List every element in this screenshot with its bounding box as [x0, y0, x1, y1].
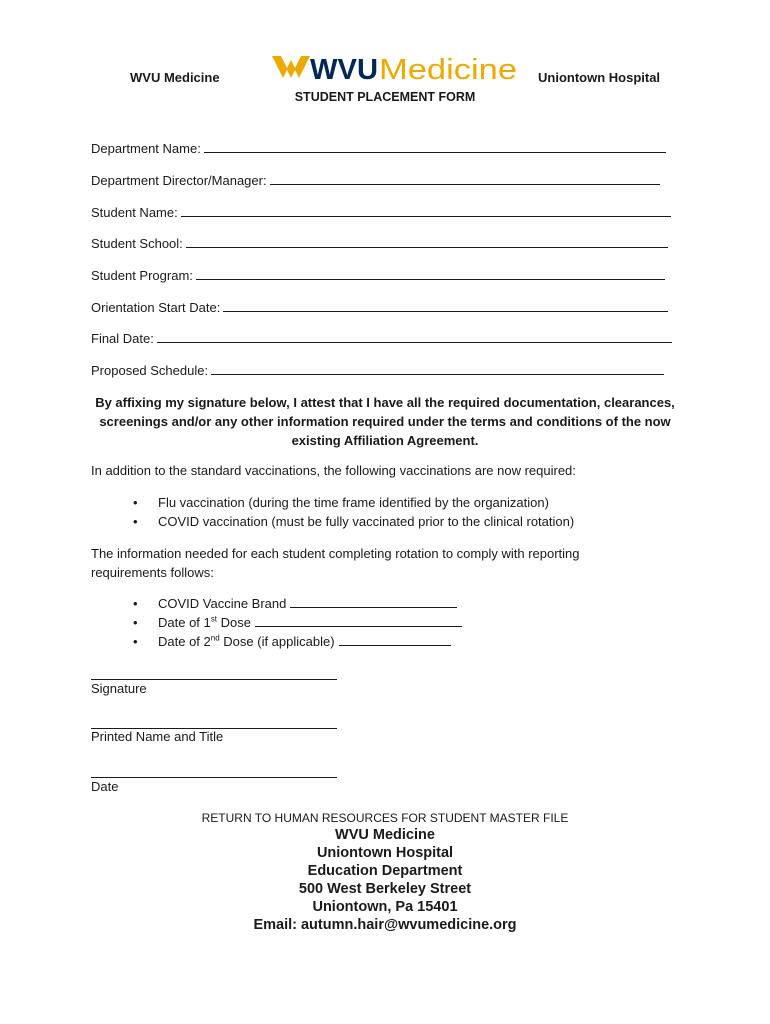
field-blank[interactable]: [223, 299, 668, 312]
reporting-list: [133, 594, 462, 651]
footer-email[interactable]: Email: autumn.hair@wvumedicine.org: [253, 917, 517, 933]
return-instruction: RETURN TO HUMAN RESOURCES FOR STUDENT MASTER FILE: [201, 811, 569, 825]
signature-label: Signature: [91, 681, 147, 696]
field-label: Orientation Start Date:: [91, 300, 221, 315]
footer-city: Uniontown, Pa 15401: [312, 899, 458, 915]
field-label: Proposed Schedule:: [91, 363, 209, 378]
header-org-name: WVU Medicine: [130, 70, 220, 85]
header-hospital-name: Uniontown Hospital: [538, 70, 661, 85]
flying-wv-mark: [272, 56, 310, 78]
form-title: STUDENT PLACEMENT FORM: [294, 90, 476, 104]
wvu-medicine-logo: [272, 52, 518, 86]
list-item: • Flu vaccination (during the time frame identified by the organization): [133, 495, 549, 510]
field-student-school: [91, 235, 668, 251]
date-label: Date: [91, 779, 119, 794]
attestation-statement: By affixing my signature below, I attest that I have all the required documentation, clearances, screenings and/or any other information required under the terms and conditions of the now existing Affiliation Agreement.: [95, 395, 675, 448]
printed-name-line[interactable]: [91, 716, 337, 729]
field-blank[interactable]: [204, 140, 666, 153]
reporting-intro: The information needed for each student completing rotation to comply with reporting requirements follows:: [91, 546, 580, 580]
footer-department: Education Department: [307, 863, 463, 879]
list-item: • COVID vaccination (must be fully vaccinated prior to the clinical rotation): [133, 514, 575, 529]
footer-street: 500 West Berkeley Street: [298, 881, 472, 897]
footer-address-block: [0, 826, 770, 934]
second-dose-blank[interactable]: [339, 633, 451, 646]
field-department-director: [91, 172, 660, 188]
date-line[interactable]: [91, 765, 337, 778]
logo-medicine-text: Medicine: [379, 54, 517, 86]
list-item-vaccine-brand: • COVID Vaccine Brand: [133, 594, 462, 613]
vaccinations-intro: In addition to the standard vaccinations, the following vaccinations are now required:: [91, 463, 576, 478]
field-blank[interactable]: [186, 235, 668, 248]
bullet-icon: •: [133, 615, 138, 630]
field-label: Student School:: [91, 236, 183, 251]
field-department-name: [91, 140, 666, 156]
field-blank[interactable]: [196, 267, 665, 280]
field-student-name: [91, 204, 671, 220]
signature-line[interactable]: [91, 667, 337, 680]
field-student-program: [91, 267, 665, 283]
field-label: Student Program:: [91, 268, 193, 283]
printed-name-label: Printed Name and Title: [91, 729, 224, 744]
bullet-icon: •: [133, 596, 138, 611]
field-final-date: [91, 330, 672, 346]
list-item-first-dose: • Date of 1st Dose: [133, 613, 462, 632]
logo-wvu-text: WVU: [310, 54, 378, 86]
field-blank[interactable]: [211, 362, 664, 375]
field-label: Department Name:: [91, 141, 201, 156]
bullet-icon: •: [133, 514, 138, 529]
field-blank[interactable]: [181, 204, 671, 217]
footer-org: WVU Medicine: [335, 827, 435, 843]
field-orientation-start-date: [91, 299, 668, 315]
list-item-second-dose: • Date of 2nd Dose (if applicable): [133, 632, 462, 651]
field-proposed-schedule: [91, 362, 664, 378]
vaccination-list: [133, 493, 574, 531]
field-label: Final Date:: [91, 331, 154, 346]
field-blank[interactable]: [270, 172, 660, 185]
field-label: Department Director/Manager:: [91, 173, 267, 188]
vaccine-brand-blank[interactable]: [290, 595, 457, 608]
bullet-icon: •: [133, 495, 138, 510]
field-blank[interactable]: [157, 330, 672, 343]
bullet-icon: •: [133, 634, 138, 649]
first-dose-blank[interactable]: [255, 614, 462, 627]
field-label: Student Name:: [91, 205, 178, 220]
footer-hospital: Uniontown Hospital: [316, 845, 454, 861]
